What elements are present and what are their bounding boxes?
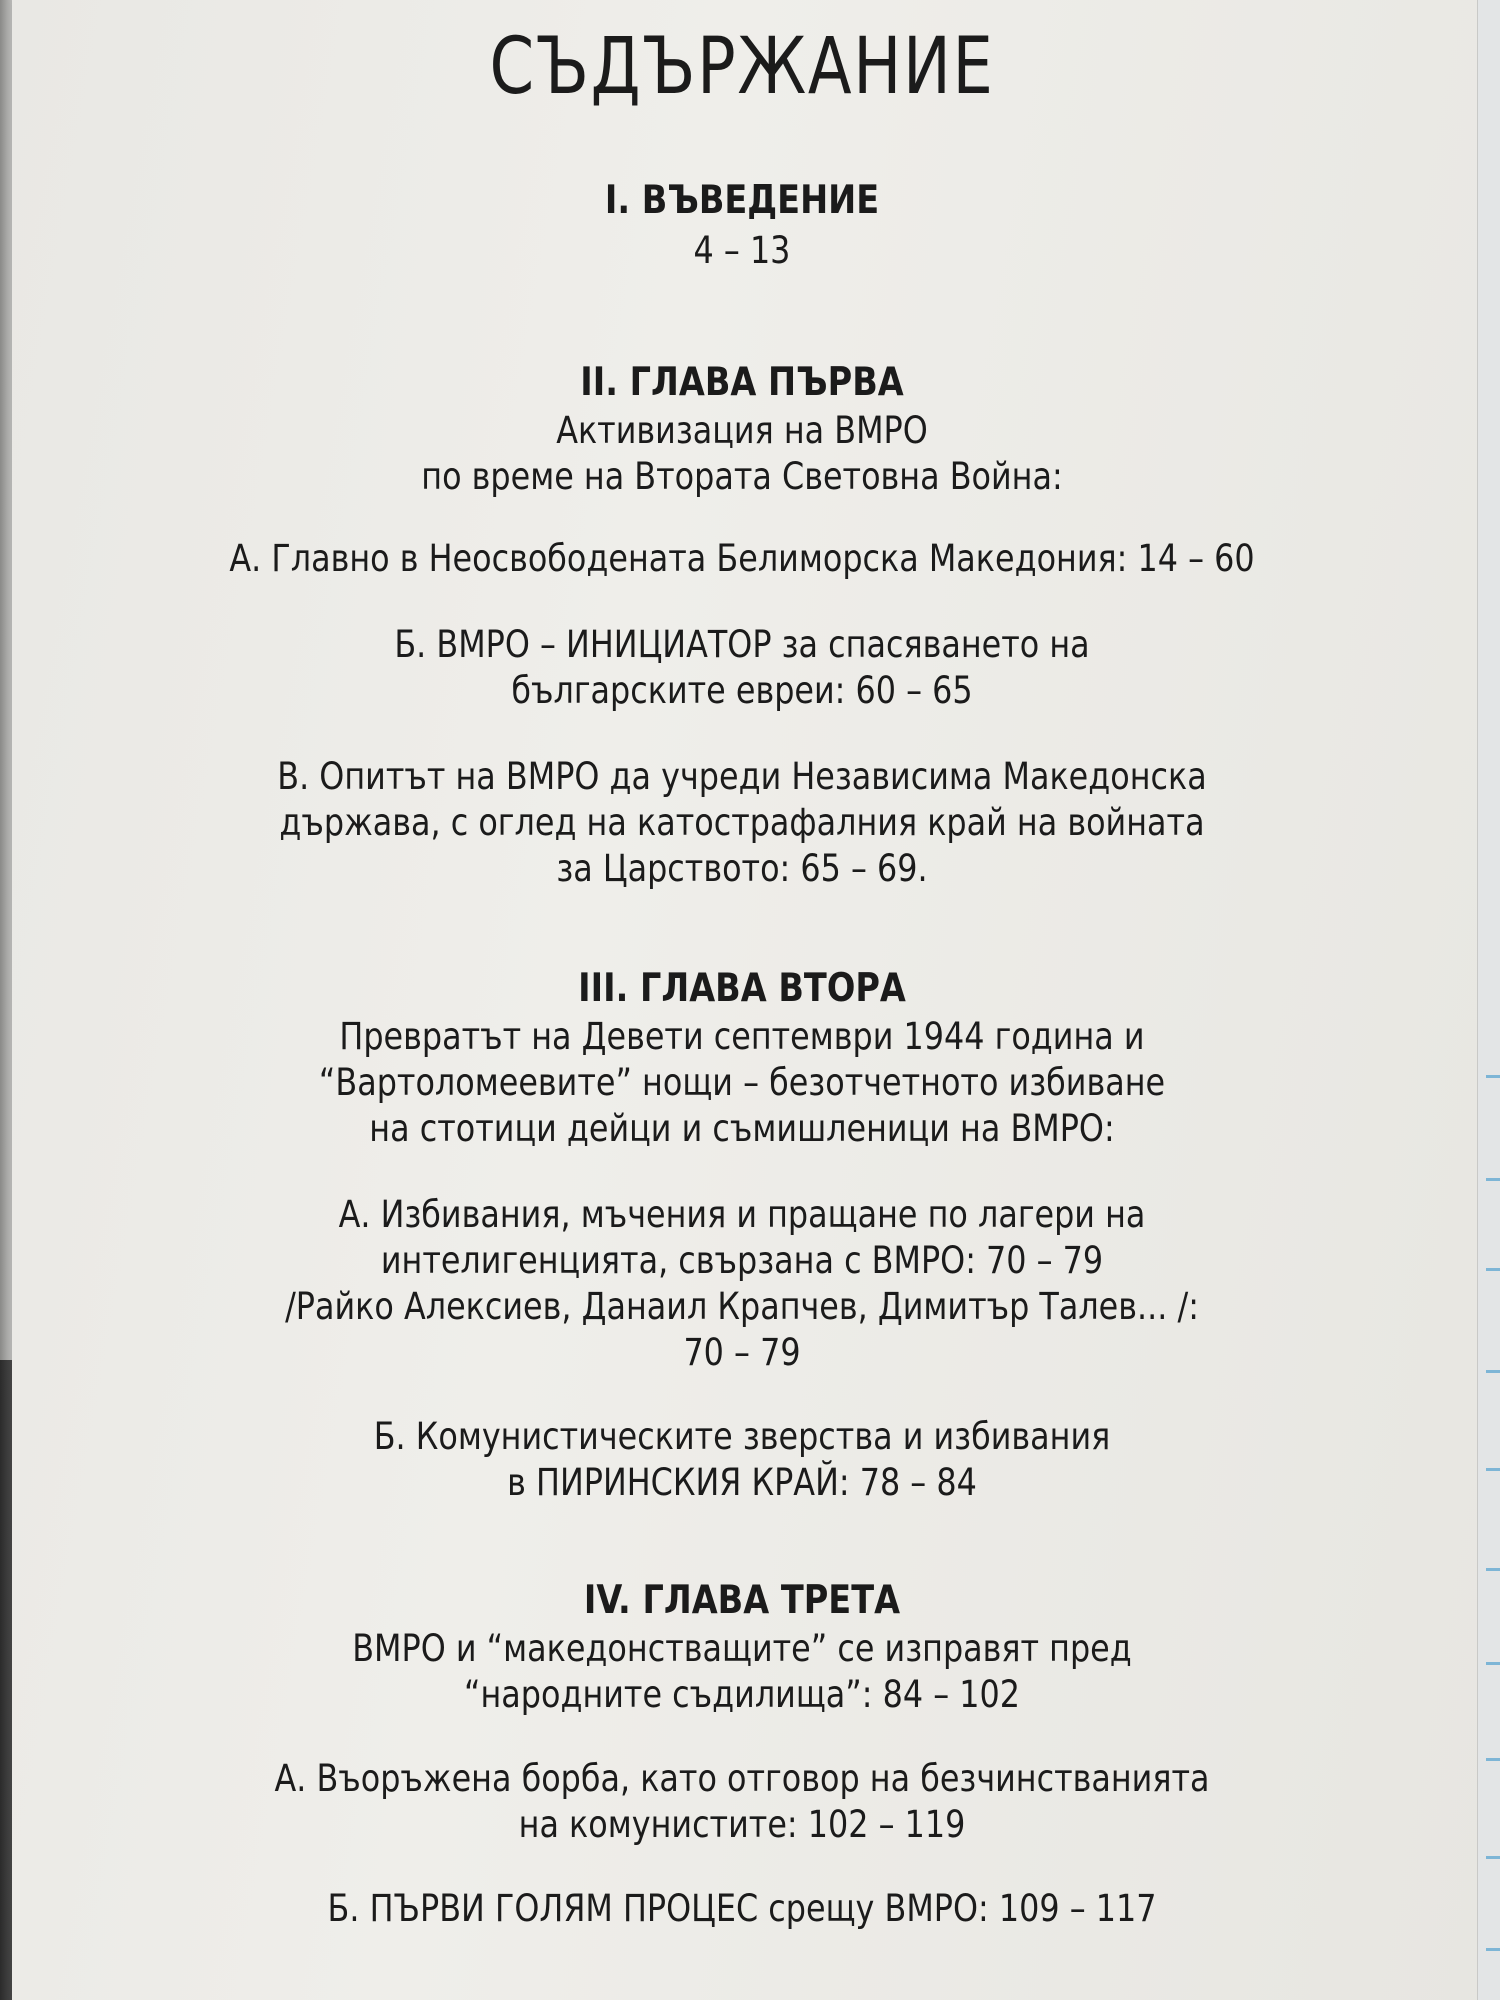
notebook-sheet-edge <box>1477 0 1500 2000</box>
chapter-one-entry-b: Б. ВМРО – ИНИЦИАТОР за спасяването на <box>394 623 1090 666</box>
notebook-line-mark <box>1486 1856 1500 1859</box>
notebook-line-mark <box>1486 1370 1500 1373</box>
page-title: СЪДЪРЖАНИЕ <box>489 22 995 112</box>
chapter-three-subtitle-line: “народните съдилища”: 84 – 102 <box>463 1673 1020 1716</box>
notebook-line-mark <box>1486 1075 1500 1078</box>
section-pages-intro: 4 – 13 <box>693 229 791 272</box>
notebook-line-mark <box>1486 1948 1500 1951</box>
section-heading-chapter-one: II. ГЛАВА ПЪРВА <box>580 360 904 405</box>
chapter-two-subtitle-line: Превратът на Девети септември 1944 година и <box>339 1015 1145 1058</box>
notebook-line-mark <box>1486 1468 1500 1471</box>
notebook-line-mark <box>1486 1662 1500 1665</box>
section-heading-chapter-three: IV. ГЛАВА ТРЕТА <box>583 1578 901 1623</box>
chapter-two-entry-a-cont: /Райко Алексиев, Данаил Крапчев, Димитър Талев... /: <box>285 1285 1199 1328</box>
book-page <box>12 0 1480 2000</box>
notebook-line-mark <box>1486 1758 1500 1761</box>
section-heading-chapter-two: III. ГЛАВА ВТОРА <box>578 966 906 1011</box>
chapter-three-entry-a: А. Въоръжена борба, като отговор на безчинстванията <box>274 1757 1210 1800</box>
chapter-two-subtitle-line: на стотици дейци и съмишленици на ВМРО: <box>369 1107 1115 1150</box>
chapter-two-entry-a: А. Избивания, мъчения и пращане по лагери на <box>338 1193 1146 1236</box>
chapter-one-entry-c-cont: държава, с оглед на катострафалния край на войната <box>279 801 1205 844</box>
chapter-two-entry-b-cont: в ПИРИНСКИЯ КРАЙ: 78 – 84 <box>507 1461 977 1504</box>
chapter-two-entry-b: Б. Комунистическите зверства и избивания <box>373 1415 1111 1458</box>
chapter-one-entry-b-cont: българските евреи: 60 – 65 <box>511 669 973 712</box>
chapter-three-entry-b: Б. ПЪРВИ ГОЛЯМ ПРОЦЕС срещу ВМРО: 109 – 117 <box>327 1887 1157 1930</box>
chapter-one-entry-c-cont: за Царството: 65 – 69. <box>556 847 928 890</box>
chapter-three-entry-a-cont: на комунистите: 102 – 119 <box>518 1803 966 1846</box>
chapter-one-entry-a: А. Главно в Неосвободената Белиморска Македония: 14 – 60 <box>229 537 1255 580</box>
chapter-two-entry-a-cont: 70 – 79 <box>683 1331 801 1374</box>
section-heading-intro: I. ВЪВЕДЕНИЕ <box>604 178 880 223</box>
chapter-one-subtitle-line: Активизация на ВМРО <box>556 409 928 452</box>
chapter-one-entry-c: В. Опитът на ВМРО да учреди Независима Македонска <box>277 755 1207 798</box>
chapter-two-subtitle-line: “Вартоломеевите” нощи – безотчетното избиване <box>318 1061 1166 1104</box>
notebook-line-mark <box>1486 1178 1500 1181</box>
notebook-line-mark <box>1486 1268 1500 1271</box>
chapter-two-entry-a-cont: интелигенцията, свързана с ВМРО: 70 – 79 <box>380 1239 1104 1282</box>
chapter-one-subtitle-line: по време на Втората Световна Война: <box>421 455 1063 498</box>
chapter-three-subtitle-line: ВМРО и “македонстващите” се изправят пред <box>352 1627 1132 1670</box>
notebook-line-mark <box>1486 1568 1500 1571</box>
